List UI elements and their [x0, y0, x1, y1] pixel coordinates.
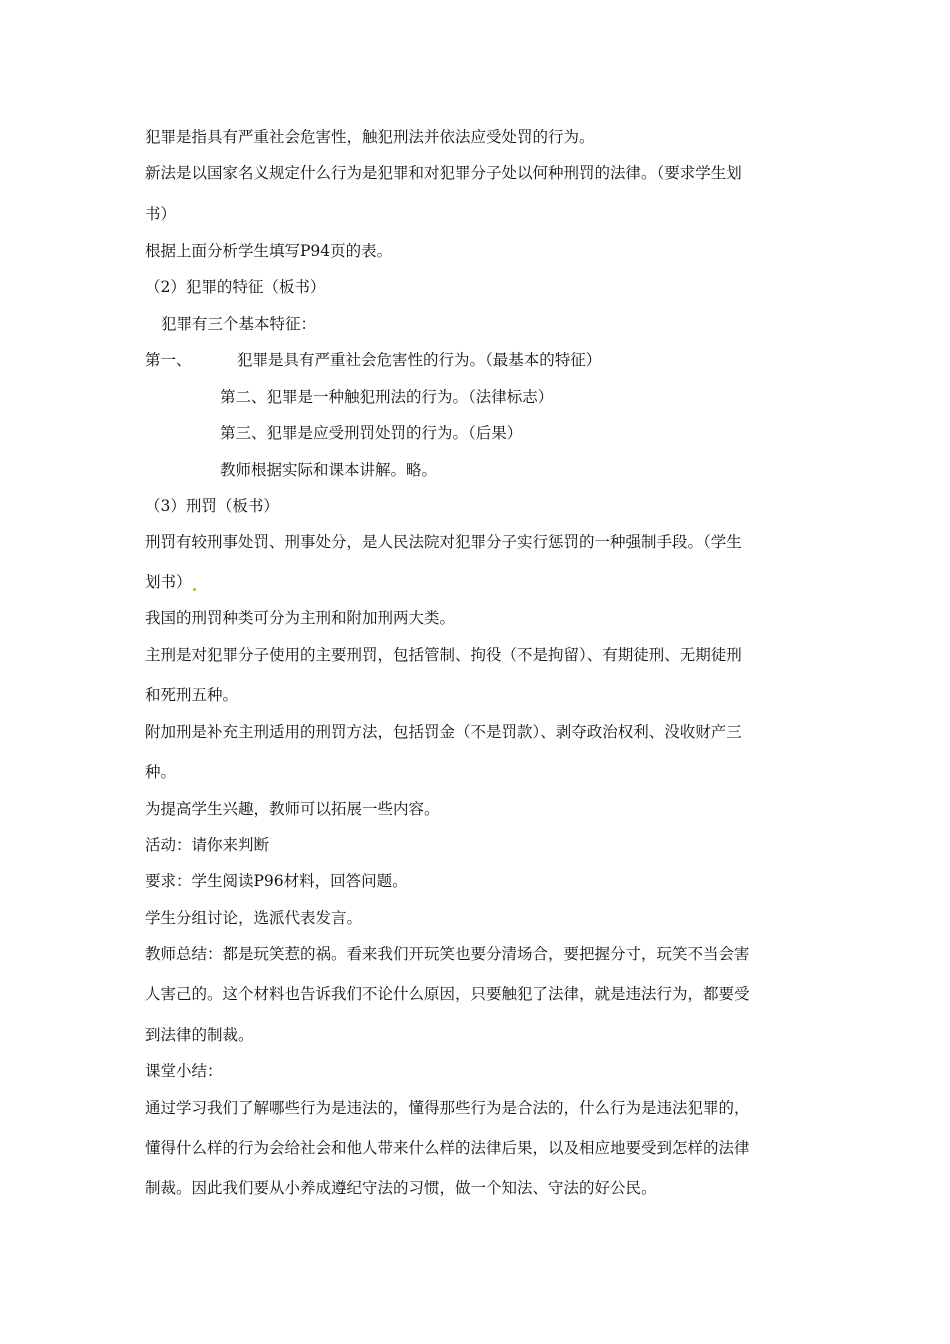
paragraph-principal-line2: 和死刑五种。	[145, 686, 239, 704]
paragraph-teacher-explain: 教师根据实际和课本讲解。略。	[220, 461, 438, 479]
feature-first-text: 犯罪是具有严重社会危害性的行为。（最基本的特征）	[237, 351, 602, 369]
paragraph-discussion: 学生分组讨论，选派代表发言。	[145, 909, 363, 927]
paragraph-interest: 为提高学生兴趣，教师可以拓展一些内容。	[145, 800, 440, 818]
paragraph-conclusion-line1: 通过学习我们了解哪些行为是违法的，懂得那些行为是合法的，什么行为是违法犯罪的，	[145, 1099, 750, 1117]
paragraph-punishment-line2	[145, 572, 197, 592]
paragraph-supplementary-line1: 附加刑是补充主刑适用的刑罚方法，包括罚金（不是罚款）、剥夺政治权利、没收财产三	[145, 723, 742, 741]
feature-second: 第二、犯罪是一种触犯刑法的行为。（法律标志）	[220, 388, 554, 406]
heading-class-summary: 课堂小结：	[145, 1062, 223, 1080]
feature-first	[145, 350, 601, 370]
paragraph-punishment-line1: 刑罚有较刑事处罚、刑事处分，是人民法院对犯罪分子实行惩罚的一种强制手段。（学生	[145, 533, 742, 551]
paragraph-principal-line1: 主刑是对犯罪分子使用的主要刑罚，包括管制、拘役（不是拘留）、有期徒刑、无期徒刑	[145, 646, 742, 664]
paragraph-crime-definition: 犯罪是指具有严重社会危害性，触犯刑法并依法应受处罚的行为。	[145, 128, 595, 146]
feature-third: 第三、犯罪是应受刑罚处罚的行为。（后果）	[220, 424, 523, 442]
paragraph-requirement: 要求：学生阅读P96材料，回答问题。	[145, 872, 408, 890]
heading-punishment: （3）刑罚（板书）	[145, 497, 279, 515]
paragraph-conclusion-line2: 懂得什么样的行为会给社会和他人带来什么样的法律后果，以及相应地要受到怎样的法律	[145, 1139, 750, 1157]
paragraph-criminal-law-line2: 书）	[145, 205, 177, 223]
paragraph-summary-line3: 到法律的制裁。	[145, 1026, 254, 1044]
feature-first-label: 第一、	[145, 351, 192, 369]
paragraph-punishment-types: 我国的刑罚种类可分为主刑和附加刑两大类。	[145, 609, 456, 627]
paragraph-summary-line2: 人害己的。这个材料也告诉我们不论什么原因，只要触犯了法律，就是违法行为，都要受	[145, 985, 750, 1003]
paragraph-conclusion-line3: 制裁。因此我们要从小养成遵纪守法的习惯，做一个知法、守法的好公民。	[145, 1179, 657, 1197]
paragraph-fill-table: 根据上面分析学生填写P94页的表。	[145, 242, 393, 260]
paragraph-punishment-line2-text: 划书）	[145, 573, 192, 591]
mark-dot	[193, 588, 196, 591]
paragraph-activity: 活动：请你来判断	[145, 836, 270, 854]
paragraph-supplementary-line2: 种。	[145, 763, 177, 781]
paragraph-summary-line1: 教师总结：都是玩笑惹的祸。看来我们开玩笑也要分清场合，要把握分寸，玩笑不当会害	[145, 945, 750, 963]
heading-crime-features: （2）犯罪的特征（板书）	[145, 278, 326, 296]
paragraph-criminal-law-line1: 新法是以国家名义规定什么行为是犯罪和对犯罪分子处以何种刑罚的法律。（要求学生划	[145, 164, 742, 182]
paragraph-three-features: 犯罪有三个基本特征：	[161, 315, 317, 333]
